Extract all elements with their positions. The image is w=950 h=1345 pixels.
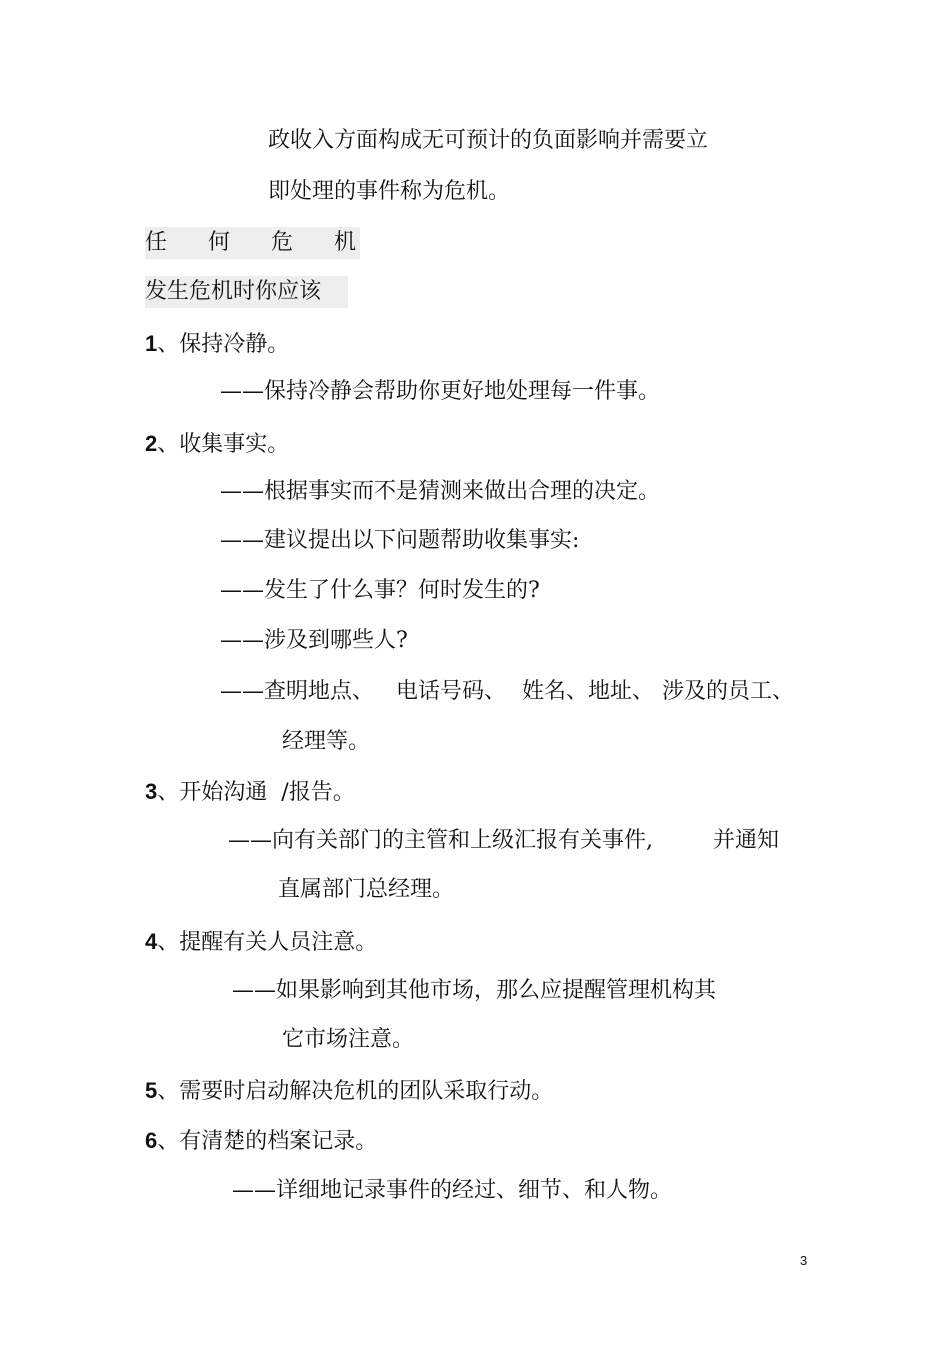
item-number: 5 xyxy=(145,1078,158,1103)
item-title: 提醒有关人员注意。 xyxy=(179,930,378,955)
detail-line xyxy=(228,827,779,855)
list-item-4 xyxy=(145,928,377,957)
detail-line: ——详细地记录事件的经过、细节、和人物。 xyxy=(232,1178,673,1203)
detail-continuation: 直属部门总经理。 xyxy=(278,877,455,902)
detail-continuation: 经理等。 xyxy=(282,729,371,754)
item-separator: 、 xyxy=(157,780,180,805)
list-item-2 xyxy=(145,430,289,459)
detail-part: ——查明地点、 xyxy=(220,679,375,704)
heading-char-3: 危 xyxy=(271,230,294,255)
item-number: 3 xyxy=(145,779,158,804)
item-title-part: 开始沟通 xyxy=(179,780,268,805)
item-number: 1 xyxy=(145,331,158,356)
detail-line xyxy=(220,678,794,706)
item-number: 2 xyxy=(145,431,158,456)
item-title: 需要时启动解决危机的团队采取行动。 xyxy=(179,1079,554,1104)
list-item-1 xyxy=(145,330,289,359)
detail-line: ——发生了什么事？何时发生的? xyxy=(220,578,540,603)
detail-line: ——涉及到哪些人? xyxy=(220,628,408,653)
heading-char-1: 任 xyxy=(145,230,168,255)
detail-part: 并通知 xyxy=(713,828,780,853)
detail-line: ——如果影响到其他市场，那么应提醒管理机构其 xyxy=(232,978,717,1003)
page-number: 3 xyxy=(800,1253,808,1268)
detail-line: ——根据事实而不是猜测来做出合理的决定。 xyxy=(220,479,661,504)
item-title: 收集事实。 xyxy=(179,432,290,457)
heading-any-crisis xyxy=(145,227,360,259)
item-number: 4 xyxy=(145,929,158,954)
intro-line-2: 即处理的事件称为危机。 xyxy=(268,179,511,204)
detail-line: ——保持冷静会帮助你更好地处理每一件事。 xyxy=(220,379,661,404)
detail-line: ——建议提出以下问题帮助收集事实: xyxy=(220,528,580,553)
item-number: 6 xyxy=(145,1128,158,1153)
item-title: 有清楚的档案记录。 xyxy=(179,1129,378,1154)
intro-line-1: 政收入方面构成无可预计的负面影响并需要立 xyxy=(268,128,709,153)
item-separator: 、 xyxy=(157,930,180,955)
list-item-3 xyxy=(145,778,355,807)
detail-part: 姓名、地址、 xyxy=(522,679,655,704)
detail-part: 电话号码、 xyxy=(396,679,507,704)
item-separator: 、 xyxy=(157,332,180,357)
detail-continuation: 它市场注意。 xyxy=(282,1027,415,1052)
heading-what-to-do: 发生危机时你应该 xyxy=(145,276,348,308)
list-item-5 xyxy=(145,1077,553,1106)
heading-char-4: 机 xyxy=(334,230,357,255)
list-item-6 xyxy=(145,1127,377,1156)
item-separator: 、 xyxy=(157,432,180,457)
item-separator: 、 xyxy=(157,1079,180,1104)
item-separator: 、 xyxy=(157,1129,180,1154)
heading-char-2: 何 xyxy=(208,230,231,255)
detail-part: ——向有关部门的主管和上级汇报有关事件, xyxy=(228,828,653,853)
detail-part: 涉及的员工、 xyxy=(662,679,795,704)
item-title-part: /报告。 xyxy=(281,780,355,805)
item-title: 保持冷静。 xyxy=(179,332,290,357)
